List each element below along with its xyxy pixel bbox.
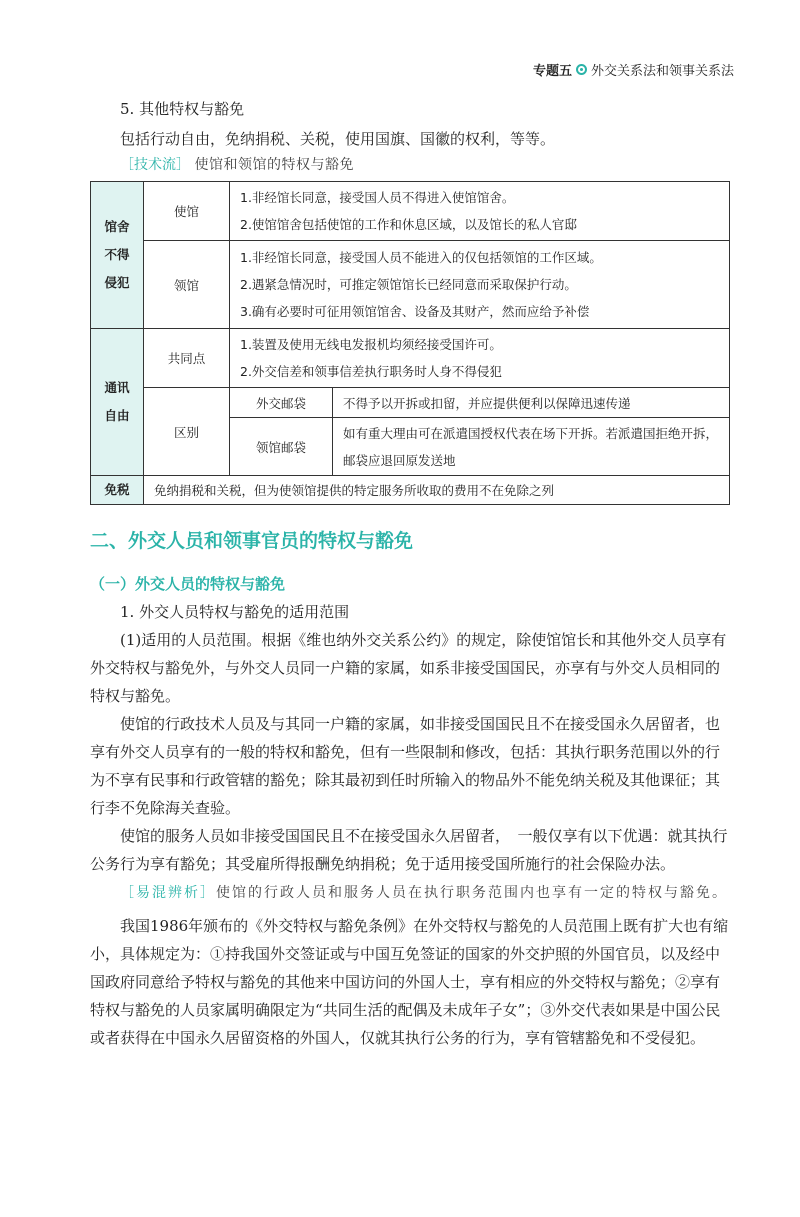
tax-exemption-header: 免税	[91, 476, 144, 505]
easy-confusion-note	[90, 878, 730, 908]
common-items	[230, 329, 730, 388]
consulate-label: 领馆	[144, 241, 230, 329]
easy-tag: ［易混辨析］	[120, 885, 216, 901]
consulate-item: 3.确有必要时可征用领馆馆舍、设备及其财产，然而应给予补偿	[240, 304, 590, 319]
consular-bag-label: 领馆邮袋	[230, 418, 333, 476]
consulate-item: 1.非经馆长同意，接受国人员不能进入的仅包括领馆的工作区域。	[240, 250, 602, 265]
difference-label: 区别	[144, 388, 230, 476]
running-header	[533, 60, 734, 79]
chapter-title: 外交关系法和领事关系法	[590, 64, 734, 79]
section-2-title: 二、外交人员和领事官员的特权与豁免	[90, 530, 414, 552]
subsection-1-title: （一）外交人员的特权与豁免	[90, 575, 286, 593]
diplomatic-bag-text: 不得予以开拆或扣留，并应提供便利以保障迅速传递	[333, 388, 730, 418]
item-1-heading: 1. 外交人员特权与豁免的适用范围	[120, 603, 350, 621]
tech-text: 使馆和领馆的特权与豁免	[194, 157, 354, 173]
item-5-heading: 5. 其他特权与豁免	[120, 100, 245, 118]
tax-exemption-text: 免纳捐税和关税，但为使领馆提供的特定服务所收取的费用不在免除之列	[144, 476, 730, 505]
common-label: 共同点	[144, 329, 230, 388]
embassy-label: 使馆	[144, 182, 230, 241]
consulate-item: 2.遇紧急情况时，可推定领馆馆长已经同意而采取保护行动。	[240, 277, 577, 292]
tech-note	[90, 153, 730, 177]
embassy-items	[230, 182, 730, 241]
head-line: 不得	[104, 247, 130, 262]
head-line: 侵犯	[104, 275, 130, 290]
item-5-text: 包括行动自由，免纳捐税、关税，使用国旗、国徽的权利，等等。	[120, 130, 556, 148]
premises-inviolability-header	[91, 182, 144, 329]
communication-freedom-header	[91, 329, 144, 476]
head-line: 通讯	[104, 380, 130, 395]
easy-text: 使馆的行政人员和服务人员在执行职务范围内也享有一定的特权与豁免。	[216, 885, 728, 901]
common-item: 2.外交信差和领事信差执行职务时人身不得侵犯	[240, 364, 502, 379]
consulate-items	[230, 241, 730, 329]
embassy-item: 2.使馆馆舍包括使馆的工作和休息区域，以及馆长的私人官邸	[240, 217, 577, 232]
paragraph-4: 我国1986年颁布的《外交特权与豁免条例》在外交特权与豁免的人员范围上既有扩大也有缩小，具体规定为：①持我国外交签证或与中国互免签证的国家的外交护照的外国官员，以及经中国政府同意给予特权与豁免的其他来中国访问的外国人士，享有相应的外交特权与豁免；②享有特权与豁免的人员家属明确限定为“共同生活的配偶及未成年子女”；③外交代表如果是中国公民或者获得在中国永久居留资格的外国人，仅就其执行公务的行为，享有管辖豁免和不受侵犯。	[90, 917, 729, 1047]
paragraph-1: (1)适用的人员范围。根据《维也纳外交关系公约》的规定，除使馆馆长和其他外交人员享有外交特权与豁免外，与外交人员同一户籍的家属，如系非接受国国民，亦享有与外交人员相同的特权与豁免。	[90, 631, 727, 705]
circle-bullet-icon	[576, 64, 587, 75]
privileges-table	[90, 181, 730, 505]
page-content	[90, 95, 730, 1052]
common-item: 1.装置及使用无线电发报机均须经接受国许可。	[240, 337, 502, 352]
tech-tag: ［技术流］	[120, 157, 190, 173]
consular-bag-text: 如有重大理由可在派遣国授权代表在场下开拆。若派遣国拒绝开拆，邮袋应退回原发送地	[333, 418, 730, 476]
paragraph-3: 使馆的服务人员如非接受国国民且不在接受国永久居留者， 一般仅享有以下优遇：就其执行公务行为享有豁免；其受雇所得报酬免纳捐税；免于适用接受国所施行的社会保险办法。	[90, 827, 728, 873]
embassy-item: 1.非经馆长同意，接受国人员不得进入使馆馆舍。	[240, 190, 515, 205]
head-line: 馆舍	[104, 219, 130, 234]
paragraph-2: 使馆的行政技术人员及与其同一户籍的家属，如非接受国国民且不在接受国永久居留者，也享有外交人员享有的一般的特权和豁免，但有一些限制和修改，包括：其执行职务范围以外的行为不享有民事和行政管辖的豁免；除其最初到任时所输入的物品外不能免纳关税及其他课征；其行李不免除海关查验。	[90, 715, 721, 817]
chapter-label: 专题五	[532, 64, 572, 79]
head-line: 自由	[104, 408, 130, 423]
diplomatic-bag-label: 外交邮袋	[230, 388, 333, 418]
